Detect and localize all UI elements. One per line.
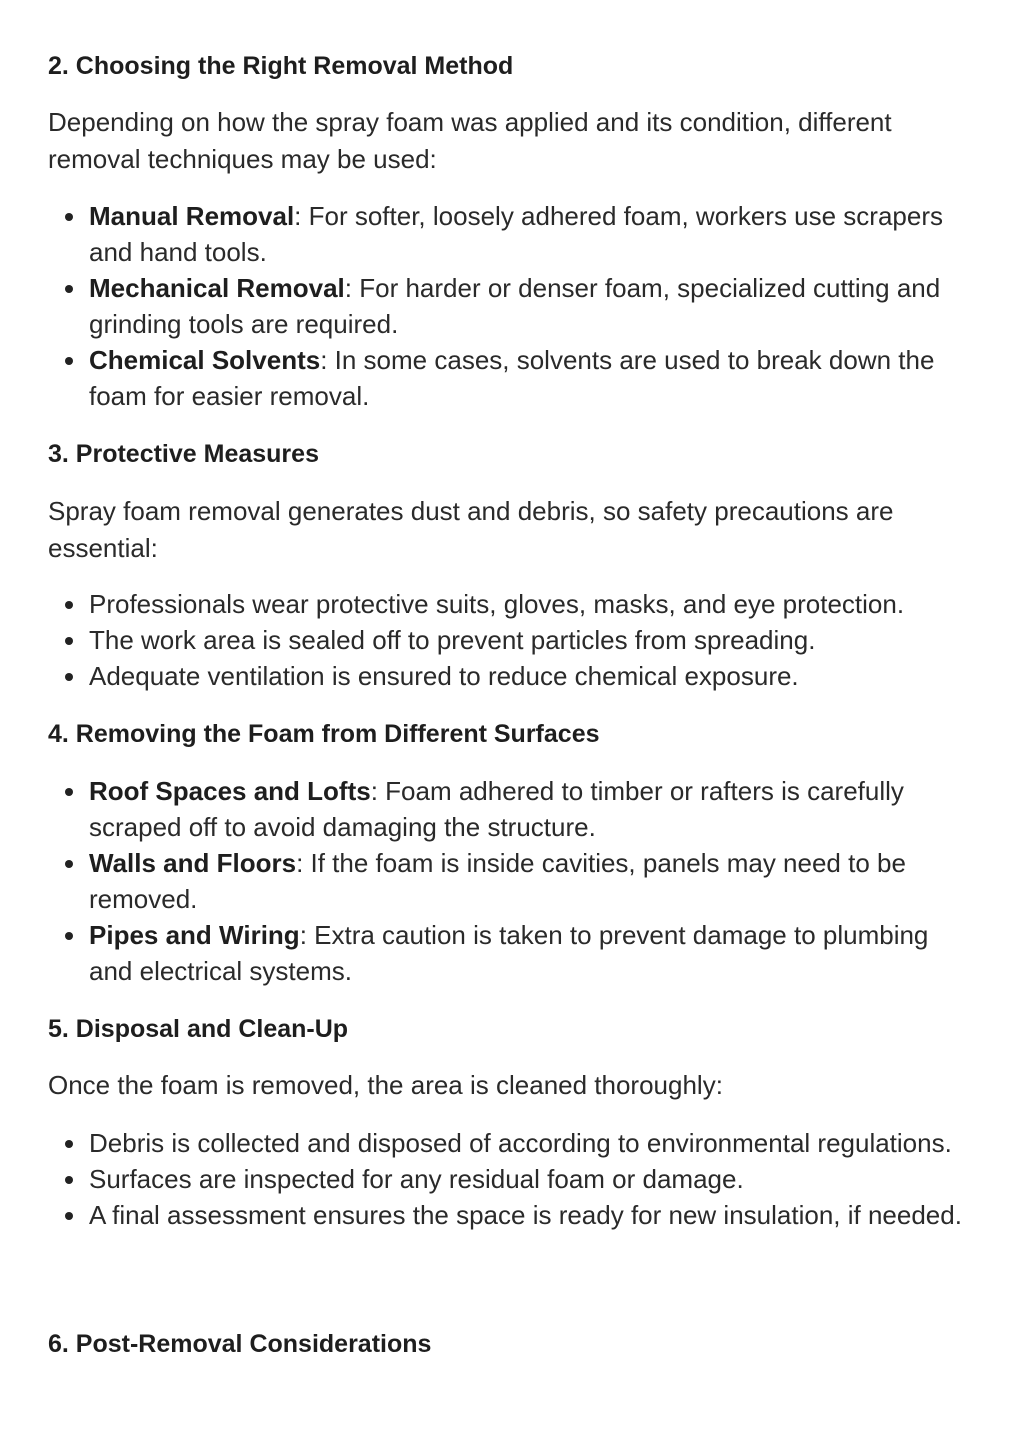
list-item-term: Roof Spaces and Lofts — [89, 776, 371, 806]
list-item — [48, 270, 978, 342]
list-item-term: Mechanical Removal — [89, 273, 345, 303]
section-heading-removal-method: 2. Choosing the Right Removal Method — [48, 52, 514, 80]
list-item — [48, 773, 978, 845]
list-item-text: : Extra caution is taken to prevent damage to plumbing and electrical systems. — [89, 920, 929, 986]
list-item — [48, 917, 978, 989]
protective-measures-list — [48, 586, 978, 694]
list-item-text: : In some cases, solvents are used to break down the foam for easier removal. — [89, 345, 935, 411]
surfaces-list — [48, 773, 978, 989]
list-item-text: : For harder or denser foam, specialized cutting and grinding tools are required. — [89, 273, 941, 339]
list-item: A final assessment ensures the space is ready for new insulation, if needed. — [48, 1197, 978, 1233]
list-item-term: Walls and Floors — [89, 848, 297, 878]
list-item-term: Manual Removal — [89, 201, 295, 231]
removal-methods-list — [48, 198, 978, 414]
list-item: Professionals wear protective suits, gloves, masks, and eye protection. — [48, 586, 978, 622]
list-item-text: : Foam adhered to timber or rafters is carefully scraped off to avoid damaging the structure. — [89, 776, 904, 842]
list-item — [48, 342, 978, 414]
list-item-text: : For softer, loosely adhered foam, workers use scrapers and hand tools. — [89, 201, 944, 267]
section-heading-protective-measures: 3. Protective Measures — [48, 440, 319, 468]
list-item: Debris is collected and disposed of according to environmental regulations. — [48, 1125, 978, 1161]
list-item: Adequate ventilation is ensured to reduce chemical exposure. — [48, 658, 978, 694]
list-item-term: Pipes and Wiring — [89, 920, 300, 950]
list-item: Surfaces are inspected for any residual foam or damage. — [48, 1161, 978, 1197]
list-item: The work area is sealed off to prevent particles from spreading. — [48, 622, 978, 658]
list-item-text: : If the foam is inside cavities, panels may need to be removed. — [89, 848, 906, 914]
section-heading-disposal: 5. Disposal and Clean-Up — [48, 1015, 349, 1043]
section-heading-different-surfaces: 4. Removing the Foam from Different Surfaces — [48, 720, 600, 748]
section-intro-removal-method: Depending on how the spray foam was applied and its condition, different removal techniques may be used: — [48, 107, 892, 174]
list-item-term: Chemical Solvents — [89, 345, 321, 375]
disposal-list — [48, 1125, 978, 1233]
section-intro-protective-measures: Spray foam removal generates dust and debris, so safety precautions are essential: — [48, 496, 894, 563]
section-heading-post-removal: 6. Post-Removal Considerations — [48, 1330, 432, 1358]
list-item — [48, 198, 978, 270]
list-item — [48, 845, 978, 917]
section-intro-disposal: Once the foam is removed, the area is cleaned thoroughly: — [48, 1070, 723, 1100]
